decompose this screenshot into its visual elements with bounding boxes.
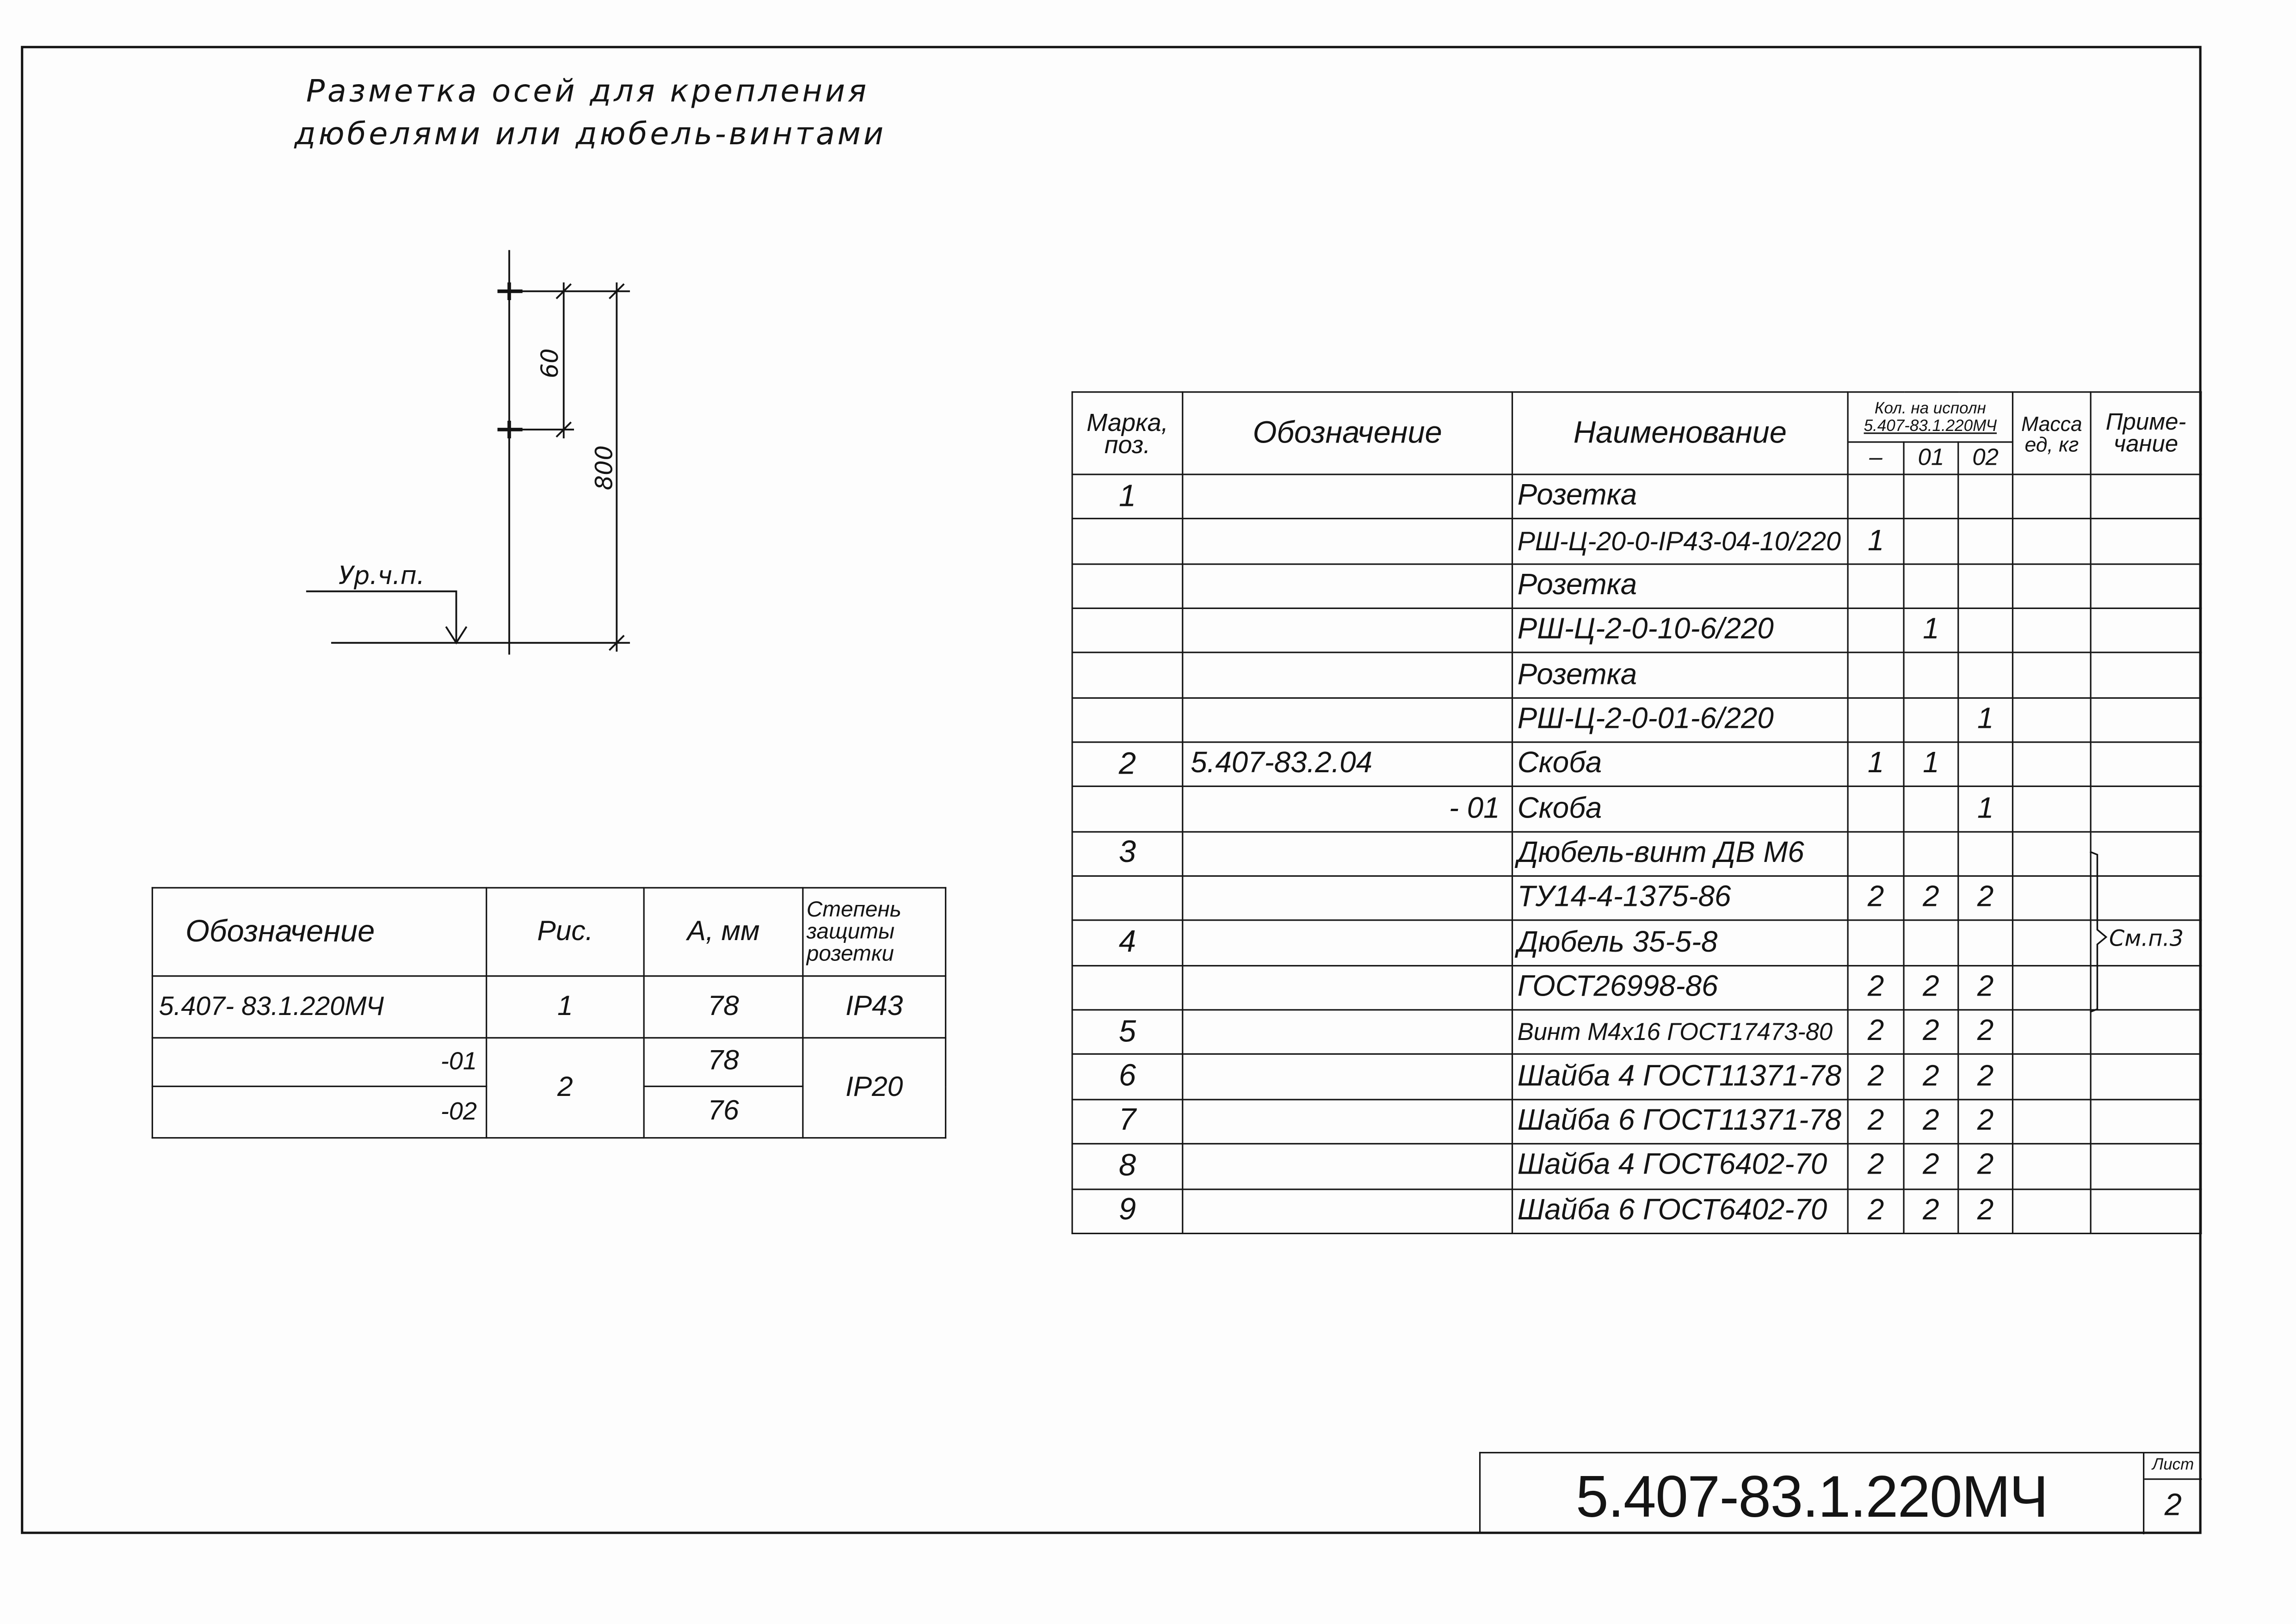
variants-designation-cell: 5.407- 83.1.220МЧ	[152, 976, 486, 1038]
spec-qty-02-text: 1	[1977, 792, 1994, 825]
spec-qty-02-cell	[1958, 831, 2013, 876]
spec-position-text: 1	[1118, 479, 1136, 513]
note-bracket-label: См.п.3	[2109, 926, 2184, 952]
spec-qty-base-cell	[1848, 1055, 1904, 1100]
spec-qty-base-cell	[1848, 1188, 1904, 1233]
spec-designation-cell	[1183, 653, 1512, 698]
spec-qty-01-cell	[1904, 1144, 1958, 1189]
spec-position-text: 9	[1118, 1193, 1136, 1227]
spec-header-qty-01: 01	[1904, 442, 1958, 474]
drawing-title-line-1: Разметка осей для крепления	[306, 74, 869, 109]
spec-note-cell	[2091, 1055, 2201, 1100]
spec-mass-cell	[2013, 474, 2091, 519]
spec-qty-base-cell	[1848, 876, 1904, 921]
variants-a-mm-cell: 76	[644, 1086, 803, 1138]
spec-qty-01-cell	[1904, 1099, 1958, 1144]
spec-mass-cell	[2013, 698, 2091, 743]
protection-header-line: защиты	[806, 919, 895, 945]
spec-header-mass-line: ед, кг	[2024, 431, 2079, 455]
spec-mass-cell	[2013, 921, 2091, 966]
spec-mass-cell	[2013, 564, 2091, 609]
spec-note-cell	[2091, 1010, 2201, 1055]
spec-qty-02-text: 2	[1977, 1194, 1994, 1227]
spec-position-cell	[1072, 876, 1183, 921]
spec-row	[1072, 609, 2201, 653]
spec-qty-01-text: 1	[1923, 614, 1939, 646]
spec-name-cell	[1512, 474, 1848, 519]
spec-position-cell	[1072, 564, 1183, 609]
spec-row	[1072, 519, 2201, 564]
spec-qty-02-text: 2	[1977, 1149, 1994, 1182]
sheet-cell	[2143, 1453, 2202, 1534]
spec-position-cell	[1072, 698, 1183, 743]
spec-qty-02-cell	[1958, 564, 2013, 609]
spec-qty-base-cell	[1848, 742, 1904, 787]
spec-row	[1072, 1144, 2201, 1189]
spec-qty-01-cell	[1904, 1010, 1958, 1055]
spec-designation-cell	[1183, 564, 1512, 609]
spec-row	[1072, 474, 2201, 519]
spec-qty-base-cell	[1848, 1099, 1904, 1144]
spec-name-text: Дюбель 35-5-8	[1517, 926, 1718, 959]
spec-qty-base-text: 2	[1867, 881, 1884, 914]
level-leader	[306, 591, 467, 643]
spec-designation-cell	[1183, 474, 1512, 519]
spec-note-cell	[2091, 1144, 2201, 1189]
spec-header-note-line: чание	[2113, 431, 2179, 457]
spec-header-name: Наименование	[1512, 392, 1848, 474]
spec-qty-base-cell	[1848, 921, 1904, 966]
spec-position-cell	[1072, 1055, 1183, 1100]
spec-qty-base-text: 1	[1867, 747, 1884, 780]
spec-qty-base-cell	[1848, 966, 1904, 1010]
variants-designation-cell: -02	[152, 1086, 486, 1138]
spec-note-cell	[2091, 876, 2201, 921]
spec-name-text: Шайба 4 ГОСТ11371-78	[1517, 1060, 1841, 1093]
spec-name-cell	[1512, 966, 1848, 1010]
spec-qty-base-cell	[1848, 474, 1904, 519]
spec-name-cell	[1512, 1144, 1848, 1189]
spec-qty-02-cell	[1958, 1055, 2013, 1100]
spec-note-cell	[2091, 519, 2201, 564]
spec-name-text: Дюбель-винт ДВ М6	[1517, 837, 1804, 869]
spec-header-position	[1072, 392, 1183, 474]
variants-header-protection	[803, 888, 946, 976]
spec-row	[1072, 921, 2201, 966]
spec-qty-02-cell	[1958, 698, 2013, 743]
spec-qty-01-cell	[1904, 609, 1958, 653]
spec-header-mass-line: Масса	[2021, 411, 2082, 435]
protection-header-line: розетки	[806, 941, 894, 967]
spec-qty-02-cell	[1958, 787, 2013, 832]
spec-position-cell	[1072, 1099, 1183, 1144]
variants-protection-cell: IP43	[803, 976, 946, 1038]
spec-designation-cell	[1183, 1099, 1512, 1144]
spec-designation-text: - 01	[1449, 792, 1500, 825]
spec-row	[1072, 1099, 2201, 1144]
spec-qty-base-cell	[1848, 787, 1904, 832]
spec-mass-cell	[2013, 1010, 2091, 1055]
spec-position-text: 6	[1118, 1059, 1136, 1094]
spec-row	[1072, 698, 2201, 743]
spec-name-text: Шайба 6 ГОСТ11371-78	[1517, 1105, 1841, 1138]
variants-header-row	[152, 888, 945, 976]
spec-qty-01-text: 2	[1923, 1015, 1939, 1048]
spec-qty-01-cell	[1904, 831, 1958, 876]
dowel-axis-sketch	[306, 250, 630, 655]
spec-position-cell	[1072, 1144, 1183, 1189]
spec-qty-base-cell	[1848, 564, 1904, 609]
spec-qty-base-cell	[1848, 831, 1904, 876]
variants-a-mm-cell: 78	[644, 1038, 803, 1086]
spec-note-cell	[2091, 698, 2201, 743]
spec-mass-cell	[2013, 653, 2091, 698]
spec-qty-02-text: 2	[1977, 881, 1994, 914]
spec-qty-02-cell	[1958, 653, 2013, 698]
spec-qty-01-cell	[1904, 474, 1958, 519]
spec-designation-cell	[1183, 876, 1512, 921]
spec-name-cell	[1512, 519, 1848, 564]
spec-qty-02-cell	[1958, 966, 2013, 1010]
spec-position-cell	[1072, 474, 1183, 519]
spec-position-cell	[1072, 1188, 1183, 1233]
spec-qty-01-cell	[1904, 698, 1958, 743]
variants-header-designation: Обозначение	[152, 888, 486, 976]
spec-note-cell	[2091, 966, 2201, 1010]
spec-header-mass	[2013, 392, 2091, 474]
spec-row	[1072, 653, 2201, 698]
spec-position-cell	[1072, 742, 1183, 787]
spec-mass-cell	[2013, 831, 2091, 876]
spec-designation-text: 5.407-83.2.04	[1191, 747, 1373, 780]
spec-qty-02-text: 2	[1977, 1060, 1994, 1093]
spec-mass-cell	[2013, 519, 2091, 564]
spec-qty-base-text: 2	[1867, 1060, 1884, 1093]
spec-qty-02-cell	[1958, 1144, 2013, 1189]
spec-designation-cell	[1183, 1055, 1512, 1100]
spec-name-text: Розетка	[1517, 480, 1637, 512]
variants-header-a-mm: А, мм	[644, 888, 803, 976]
spec-mass-cell	[2013, 1099, 2091, 1144]
spec-name-cell	[1512, 1055, 1848, 1100]
spec-qty-01-text: 2	[1923, 881, 1939, 914]
variants-figure-cell: 1	[487, 976, 644, 1038]
spec-designation-cell	[1183, 1188, 1512, 1233]
spec-header-position-line: Марка,	[1086, 408, 1168, 437]
spec-position-text: 4	[1118, 925, 1136, 960]
spec-qty-02-text: 1	[1977, 703, 1994, 736]
spec-qty-01-cell	[1904, 653, 1958, 698]
spec-name-text: Винт М4х16 ГОСТ17473-80	[1517, 1020, 1833, 1046]
spec-qty-01-cell	[1904, 742, 1958, 787]
spec-position-cell	[1072, 787, 1183, 832]
spec-name-text: ГОСТ26998-86	[1517, 971, 1718, 1003]
spec-position-text: 5	[1118, 1015, 1136, 1049]
protection-header-line: Степень	[806, 897, 901, 923]
spec-qty-01-cell	[1904, 564, 1958, 609]
spec-name-text: РШ-Ц-20-0-IP43-04-10/220	[1517, 526, 1841, 555]
spec-qty-01-text: 2	[1923, 1149, 1939, 1182]
spec-name-cell	[1512, 921, 1848, 966]
spec-qty-01-cell	[1904, 1188, 1958, 1233]
spec-row	[1072, 787, 2201, 832]
spec-header-designation: Обозначение	[1183, 392, 1512, 474]
spec-header-quantity-line: Кол. на исполн	[1874, 399, 1986, 417]
spec-qty-base-cell	[1848, 1010, 1904, 1055]
spec-row	[1072, 1055, 2201, 1100]
spec-note-cell	[2091, 609, 2201, 653]
spec-qty-02-cell	[1958, 1188, 2013, 1233]
spec-position-cell	[1072, 966, 1183, 1010]
spec-header-quantity-group	[1848, 392, 2012, 442]
dimension-ticks	[556, 284, 624, 650]
spec-qty-base-cell	[1848, 698, 1904, 743]
spec-note-cell	[2091, 787, 2201, 832]
spec-qty-01-cell	[1904, 519, 1958, 564]
title-block	[1479, 1452, 2200, 1533]
variants-designation-cell: -01	[152, 1038, 486, 1086]
spec-qty-02-cell	[1958, 742, 2013, 787]
floor-level-label: Ур.ч.п.	[338, 560, 425, 590]
variants-protection-cell: IP20	[803, 1038, 946, 1138]
spec-name-text: РШ-Ц-2-0-10-6/220	[1517, 614, 1774, 646]
spec-mass-cell	[2013, 966, 2091, 1010]
spec-position-text: 7	[1118, 1104, 1136, 1138]
spec-note-cell	[2091, 921, 2201, 966]
spec-qty-01-cell	[1904, 876, 1958, 921]
spec-note-cell	[2091, 653, 2201, 698]
spec-qty-01-text: 2	[1923, 1060, 1939, 1093]
dimension-60-label: 60	[536, 348, 564, 379]
spec-mass-cell	[2013, 742, 2091, 787]
spec-designation-cell	[1183, 698, 1512, 743]
spec-name-cell	[1512, 609, 1848, 653]
spec-mass-cell	[2013, 609, 2091, 653]
spec-position-text: 3	[1118, 836, 1136, 870]
spec-designation-cell	[1183, 1144, 1512, 1189]
spec-name-text: РШ-Ц-2-0-01-6/220	[1517, 703, 1774, 736]
spec-mass-cell	[2013, 1188, 2091, 1233]
spec-mass-cell	[2013, 1055, 2091, 1100]
spec-header-row	[1072, 392, 2201, 442]
spec-designation-cell	[1183, 831, 1512, 876]
spec-qty-base-cell	[1848, 653, 1904, 698]
spec-header-qty-base: –	[1848, 442, 1904, 474]
spec-header-qty-02: 02	[1958, 442, 2013, 474]
variants-figure-cell: 2	[487, 1038, 644, 1138]
spec-qty-base-text: 2	[1867, 1149, 1884, 1182]
spec-row	[1072, 876, 2201, 921]
spec-qty-02-cell	[1958, 921, 2013, 966]
sheet-number: 2	[2164, 1489, 2182, 1523]
spec-qty-01-text: 1	[1923, 747, 1939, 780]
spec-qty-base-text: 2	[1867, 1105, 1884, 1138]
spec-note-cell	[2091, 831, 2201, 876]
spec-name-cell	[1512, 1010, 1848, 1055]
spec-qty-base-text: 1	[1867, 524, 1884, 557]
specification-table	[1072, 391, 2202, 1234]
spec-note-cell	[2091, 474, 2201, 519]
spec-designation-cell	[1183, 966, 1512, 1010]
spec-qty-base-cell	[1848, 519, 1904, 564]
spec-designation-cell	[1183, 609, 1512, 653]
spec-name-cell	[1512, 876, 1848, 921]
sheet-label: Лист	[2144, 1453, 2202, 1480]
spec-row	[1072, 564, 2201, 609]
spec-position-cell	[1072, 831, 1183, 876]
spec-row	[1072, 831, 2201, 876]
spec-qty-01-cell	[1904, 966, 1958, 1010]
spec-qty-01-text: 2	[1923, 1105, 1939, 1138]
spec-name-text: Скоба	[1517, 747, 1602, 780]
spec-name-text: Шайба 6 ГОСТ6402-70	[1517, 1194, 1827, 1227]
spec-note-cell	[2091, 1099, 2201, 1144]
spec-name-cell	[1512, 787, 1848, 832]
spec-qty-01-text: 2	[1923, 1194, 1939, 1227]
spec-note-cell	[2091, 564, 2201, 609]
spec-qty-01-text: 2	[1923, 971, 1939, 1003]
spec-position-cell	[1072, 1010, 1183, 1055]
spec-designation-cell	[1183, 519, 1512, 564]
spec-header-quantity-line: 5.407-83.1.220МЧ	[1864, 417, 1997, 435]
spec-note-cell	[2091, 1188, 2201, 1233]
drawing-title	[294, 71, 886, 156]
spec-position-cell	[1072, 519, 1183, 564]
spec-qty-base-cell	[1848, 609, 1904, 653]
spec-position-text: 8	[1118, 1148, 1136, 1183]
variants-a-mm-cell: 78	[644, 976, 803, 1038]
spec-row	[1072, 742, 2201, 787]
spec-name-text: ТУ14-4-1375-86	[1517, 881, 1731, 914]
spec-qty-01-cell	[1904, 1055, 1958, 1100]
spec-row	[1072, 1188, 2201, 1233]
spec-position-cell	[1072, 609, 1183, 653]
spec-position-cell	[1072, 921, 1183, 966]
variants-table	[152, 887, 946, 1138]
spec-designation-cell	[1183, 742, 1512, 787]
dimension-800-label: 800	[591, 445, 618, 491]
spec-position-cell	[1072, 653, 1183, 698]
spec-qty-02-cell	[1958, 1010, 2013, 1055]
spec-mass-cell	[2013, 876, 2091, 921]
spec-qty-02-cell	[1958, 1099, 2013, 1144]
spec-header-note	[2091, 392, 2201, 474]
spec-row	[1072, 966, 2201, 1010]
spec-name-text: Розетка	[1517, 658, 1637, 691]
variants-row	[152, 1038, 945, 1086]
variants-header-figure: Рис.	[487, 888, 644, 976]
spec-designation-cell	[1183, 1010, 1512, 1055]
spec-position-text: 2	[1118, 747, 1136, 781]
spec-qty-base-cell	[1848, 1144, 1904, 1189]
spec-name-cell	[1512, 564, 1848, 609]
spec-name-text: Скоба	[1517, 792, 1602, 825]
spec-qty-base-text: 2	[1867, 1015, 1884, 1048]
spec-name-cell	[1512, 742, 1848, 787]
spec-row	[1072, 1010, 2201, 1055]
spec-designation-cell	[1183, 921, 1512, 966]
spec-name-cell	[1512, 653, 1848, 698]
spec-name-cell	[1512, 1188, 1848, 1233]
spec-note-cell	[2091, 742, 2201, 787]
spec-header-note-line: Приме-	[2105, 409, 2186, 435]
spec-name-text: Шайба 4 ГОСТ6402-70	[1517, 1149, 1827, 1182]
spec-qty-base-text: 2	[1867, 1194, 1884, 1227]
drawing-title-line-2: дюбелями или дюбель-винтами	[294, 116, 886, 152]
spec-qty-01-cell	[1904, 921, 1958, 966]
spec-name-cell	[1512, 698, 1848, 743]
spec-name-cell	[1512, 831, 1848, 876]
spec-name-text: Розетка	[1517, 569, 1637, 602]
specification-body	[1072, 474, 2201, 1233]
spec-qty-02-cell	[1958, 519, 2013, 564]
spec-qty-02-text: 2	[1977, 1015, 1994, 1048]
spec-qty-01-cell	[1904, 787, 1958, 832]
spec-name-cell	[1512, 1099, 1848, 1144]
document-code: 5.407-83.1.220МЧ	[1575, 1465, 2048, 1530]
spec-qty-02-cell	[1958, 474, 2013, 519]
variants-row	[152, 976, 945, 1038]
spec-designation-cell	[1183, 787, 1512, 832]
spec-mass-cell	[2013, 1144, 2091, 1189]
spec-mass-cell	[2013, 787, 2091, 832]
spec-qty-02-cell	[1958, 876, 2013, 921]
spec-qty-base-text: 2	[1867, 971, 1884, 1003]
spec-qty-02-cell	[1958, 609, 2013, 653]
spec-qty-02-text: 2	[1977, 1105, 1994, 1138]
hole-marks	[498, 283, 523, 438]
spec-header-position-line: поз.	[1104, 430, 1151, 458]
spec-qty-02-text: 2	[1977, 971, 1994, 1003]
